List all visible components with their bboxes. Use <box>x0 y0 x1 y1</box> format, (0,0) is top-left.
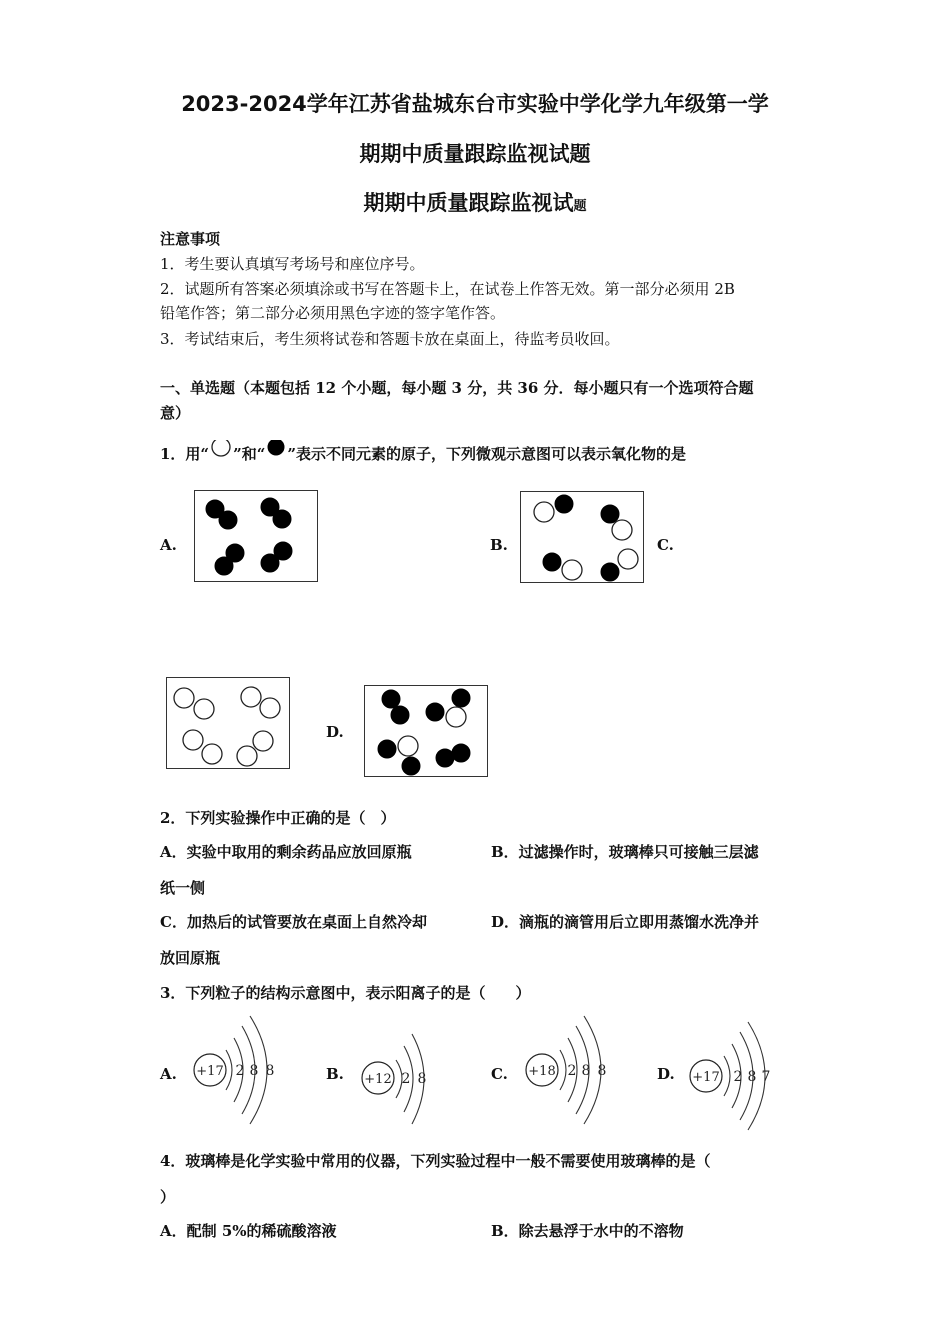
q3-label-c: C. <box>491 1065 508 1083</box>
q1-text-post: ”表示不同元素的原子，下列微观示意图可以表示氧化物的是 <box>287 445 686 463</box>
white-atom-icon <box>209 440 233 460</box>
q1-label-a: A. <box>160 536 177 554</box>
notice-item-1: 1．考生要认真填写考场号和座位序号。 <box>160 255 425 273</box>
q1-text-mid: ”和“ <box>233 445 266 463</box>
q2-option-d[interactable]: D．滴瓶的滴管用后立即用蒸馏水洗净并 <box>491 913 760 931</box>
q1-diagram-a-svg <box>195 491 319 583</box>
q1-label-c: C. <box>657 536 674 554</box>
q1-label-b: B. <box>490 536 508 554</box>
q3-b-shell-2: 8 <box>417 1071 427 1087</box>
q2-text: 2．下列实验操作中正确的是（ ） <box>160 809 396 827</box>
q1-diagram-d-svg <box>365 686 489 778</box>
q3-label-a: A. <box>160 1065 177 1083</box>
q3-a-nucleus: +17 <box>196 1064 224 1079</box>
q3-structure-c[interactable] <box>520 1012 614 1130</box>
q4-text-a: 4．玻璃棒是化学实验中常用的仪器，下列实验过程中一般不需要使用玻璃棒的是（ <box>160 1152 711 1170</box>
page-title-line1: 2023-2024学年江苏省盐城东台市实验中学化学九年级第一学 <box>181 92 769 116</box>
q2-option-b[interactable]: B．过滤操作时，玻璃棒只可接触三层滤 <box>491 843 759 861</box>
q3-structure-b[interactable] <box>356 1030 436 1130</box>
q1-label-d: D. <box>326 723 344 741</box>
q2-option-d-cont: 放回原瓶 <box>160 949 221 967</box>
q3-d-nucleus: +17 <box>692 1070 720 1085</box>
black-atom-icon <box>265 440 287 460</box>
q3-a-shell-1: 2 <box>235 1063 245 1079</box>
q3-d-shell-2: 8 <box>747 1069 757 1085</box>
q1-diagram-a[interactable] <box>194 490 318 582</box>
q3-c-shell-1: 2 <box>567 1063 577 1079</box>
q3-a-shell-3: 8 <box>265 1063 275 1079</box>
q4-option-a[interactable]: A．配制 5%的稀硫酸溶液 <box>160 1222 337 1240</box>
q4-text-b: ） <box>160 1188 176 1206</box>
q3-c-nucleus: +18 <box>528 1064 556 1079</box>
notice-item-2a: 2．试题所有答案必须填涂或书写在答题卡上，在试卷上作答无效。第一部分必须用 2B <box>160 280 735 298</box>
q1-text <box>160 440 686 464</box>
notice-item-3: 3．考试结束后，考生须将试卷和答题卡放在桌面上，待监考员收回。 <box>160 330 620 348</box>
q3-d-shell-1: 2 <box>733 1069 743 1085</box>
page-title-line3 <box>0 187 950 217</box>
q3-a-shell-2: 8 <box>249 1063 259 1079</box>
q2-option-a[interactable]: A．实验中取用的剩余药品应放回原瓶 <box>160 843 412 861</box>
q2-option-b-cont: 纸一侧 <box>160 879 206 897</box>
q3-label-b: B. <box>326 1065 344 1083</box>
q3-c-shell-2: 8 <box>581 1063 591 1079</box>
page-title-line2: 期期中质量跟踪监视试题 <box>359 142 591 166</box>
q3-label-d: D. <box>657 1065 675 1083</box>
q1-text-pre: 1．用“ <box>160 445 210 463</box>
q2-option-c[interactable]: C．加热后的试管要放在桌面上自然冷却 <box>160 913 427 931</box>
page-title-line3-main: 期期中质量跟踪监视试 <box>363 191 574 215</box>
q3-structure-a[interactable] <box>190 1012 280 1130</box>
q3-text: 3．下列粒子的结构示意图中，表示阳离子的是（ ） <box>160 984 531 1002</box>
section1-heading-a: 一、单选题（本题包括 12 个小题，每小题 3 分，共 36 分．每小题只有一个选项符合题 <box>160 379 754 397</box>
q3-c-shell-3: 8 <box>597 1063 607 1079</box>
q1-diagram-c-svg <box>167 678 291 770</box>
section1-heading-b: 意） <box>160 404 191 422</box>
q3-structure-d[interactable] <box>686 1018 780 1136</box>
q1-diagram-d[interactable] <box>364 685 488 777</box>
q1-diagram-c[interactable] <box>166 677 290 769</box>
q3-d-shell-3: 7 <box>761 1069 771 1085</box>
page-title-line3-small: 题 <box>573 199 587 214</box>
notice-heading: 注意事项 <box>160 230 221 248</box>
q4-option-b[interactable]: B．除去悬浮于水中的不溶物 <box>491 1222 684 1240</box>
q1-diagram-b[interactable] <box>520 491 644 583</box>
q3-b-shell-1: 2 <box>401 1071 411 1087</box>
q3-b-nucleus: +12 <box>364 1072 392 1087</box>
q1-diagram-b-svg <box>521 492 645 584</box>
notice-item-2b: 铅笔作答；第二部分必须用黑色字迹的签字笔作答。 <box>160 304 506 322</box>
